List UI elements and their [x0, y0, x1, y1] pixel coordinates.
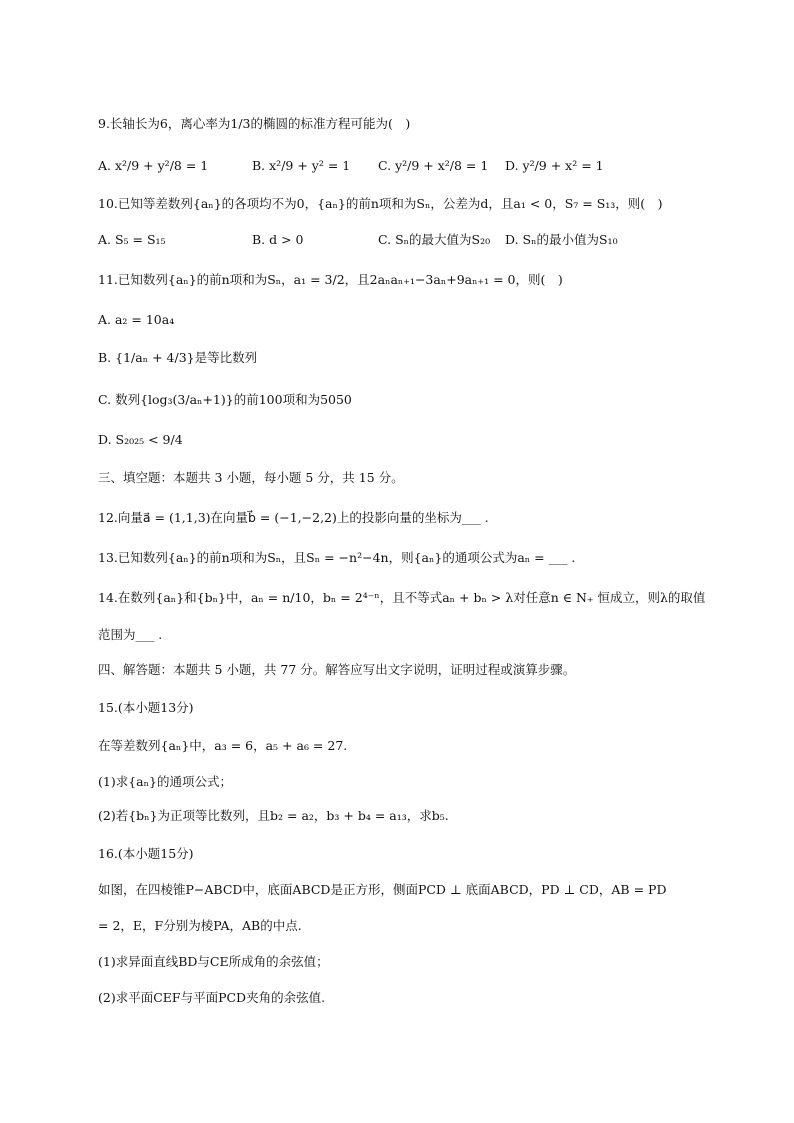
q11-option-a: A. a₂ = 10a₄: [98, 312, 175, 327]
q9-option-a: A. x²/9 + y²/8 = 1: [98, 158, 209, 173]
q10-option-a: A. S₅ = S₁₅: [98, 232, 166, 247]
q10-option-b: B. d > 0: [252, 232, 304, 247]
section-4-heading: 四、解答题：本题共 5 小题，共 77 分。解答应写出文字说明，证明过程或演算步骤。: [98, 662, 576, 677]
q9-stem: 9.长轴长为6，离心率为1/3的椭圆的标准方程可能为( ): [98, 116, 411, 131]
q12-stem: 12.向量a⃗ = (1,1,3)在向量b⃗ = (−1,−2,2)上的投影向量的坐标为___ .: [98, 510, 489, 525]
q16-part1: (1)求异面直线BD与CE所成角的余弦值；: [98, 954, 329, 969]
q15-stem: 在等差数列{aₙ}中，a₃ = 6，a₅ + a₆ = 27.: [98, 738, 348, 753]
q11-option-b: B. {1/aₙ + 4/3}是等比数列: [98, 350, 258, 365]
q10-stem: 10.已知等差数列{aₙ}的各项均不为0，{aₙ}的前n项和为Sₙ，公差为d，且a₁ < 0，S₇ = S₁₃，则( ): [98, 196, 663, 211]
q16-stem-line1: 如图，在四棱锥P−ABCD中，底面ABCD是正方形，侧面PCD ⊥ 底面ABCD，PD ⊥ CD，AB = PD: [98, 882, 667, 897]
section-3-heading: 三、填空题：本题共 3 小题，每小题 5 分，共 15 分。: [98, 470, 404, 485]
q15-part1: (1)求{aₙ}的通项公式；: [98, 774, 232, 789]
q11-option-c: C. 数列{log₃(3/aₙ+1)}的前100项和为5050: [98, 392, 352, 407]
q11-option-d: D. S₂₀₂₅ < 9/4: [98, 432, 183, 447]
q16-part2: (2)求平面CEF与平面PCD夹角的余弦值.: [98, 990, 326, 1005]
q16-stem-line2: = 2，E，F分别为棱PA，AB的中点.: [98, 918, 302, 933]
q9-option-b: B. x²/9 + y² = 1: [252, 158, 351, 173]
q9-option-c: C. y²/9 + x²/8 = 1: [378, 158, 489, 173]
q13-stem: 13.已知数列{aₙ}的前n项和为Sₙ，且Sₙ = −n²−4n，则{aₙ}的通项公式为aₙ = ___ .: [98, 550, 576, 565]
q15-part2: (2)若{bₙ}为正项等比数列，且b₂ = a₂，b₃ + b₄ = a₁₃，求b₅.: [98, 808, 449, 823]
q16-header: 16.(本小题15分): [98, 846, 194, 861]
q10-option-d: D. Sₙ的最小值为S₁₀: [505, 232, 618, 247]
q14-stem-line1: 14.在数列{aₙ}和{bₙ}中，aₙ = n/10，bₙ = 2⁴⁻ⁿ，且不等式aₙ + bₙ > λ对任意n ∈ N₊ 恒成立，则λ的取值: [98, 590, 706, 605]
q9-option-d: D. y²/9 + x² = 1: [505, 158, 604, 173]
q15-header: 15.(本小题13分): [98, 700, 194, 715]
q11-stem: 11.已知数列{aₙ}的前n项和为Sₙ，a₁ = 3/2，且2aₙaₙ₊₁−3aₙ+9aₙ₊₁ = 0，则( ): [98, 272, 563, 287]
q10-option-c: C. Sₙ的最大值为S₂₀: [378, 232, 491, 247]
q14-stem-line2: 范围为___ .: [98, 627, 163, 642]
